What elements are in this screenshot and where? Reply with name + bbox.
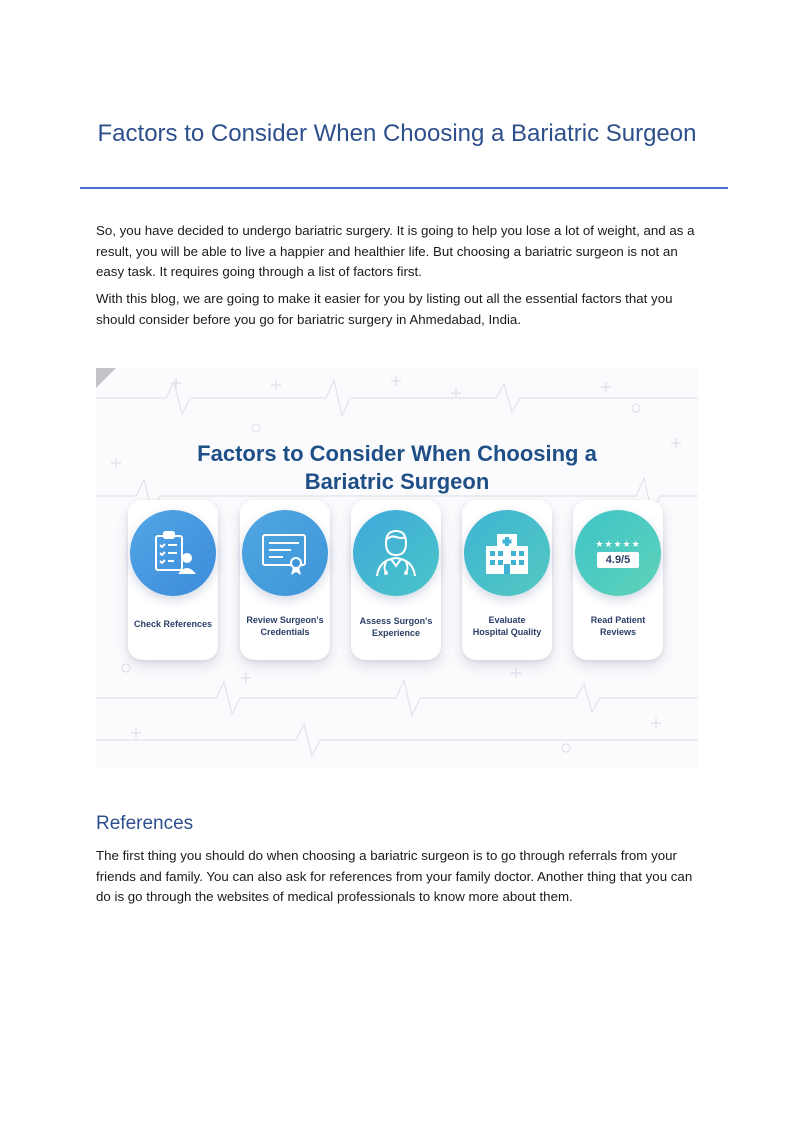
factor-icon-circle	[575, 510, 661, 596]
intro-paragraph-2: With this blog, we are going to make it easier for you by listing out all the essential factors that you should consider before you go for bariatric surgery in Ahmedabad, India.	[96, 291, 673, 327]
infographic-title	[96, 440, 698, 496]
factor-icon-circle	[464, 510, 550, 596]
factor-label-assess-experience: Assess Surgon's Experience	[359, 616, 433, 638]
factor-icon-circle	[242, 510, 328, 596]
factor-icon-circle	[130, 510, 216, 596]
factor-label-review-credentials: Review Surgeon's Credentials	[246, 615, 324, 637]
hospital-building-icon	[464, 510, 550, 596]
certificate-icon	[242, 510, 328, 596]
factor-icon-circle	[353, 510, 439, 596]
corner-fold	[96, 368, 116, 388]
svg-text:★★★★★: ★★★★★	[595, 540, 641, 550]
factor-card-assess-experience	[351, 500, 441, 660]
section-heading-references: References	[96, 813, 194, 834]
intro-paragraph-1: So, you have decided to undergo bariatric surgery. It is going to help you lose a lot of weight, and as a result, you will be able to live a happier and healthier life. But choosing a bariatric surgeon is not an easy task. It requires going through a list of factors first.	[96, 223, 695, 279]
document-title: Factors to Consider When Choosing a Bariatric Surgeon	[97, 120, 697, 147]
rating-value: 4.9/5	[605, 554, 631, 566]
clipboard-checklist-icon	[130, 510, 216, 596]
section-body-references: The first thing you should do when choosing a bariatric surgeon is to go through referrals from your friends and family. You can also ask for references from your family doctor. Another thing that you can do is go through the websites of medical professionals to know more about them.	[96, 848, 693, 904]
star-rating-icon	[575, 510, 661, 596]
factor-label-check-references: Check References	[133, 619, 213, 629]
factor-card-check-references	[128, 500, 218, 660]
infographic-title-text: Factors to Consider When Choosing a Bariatric Surgeon	[197, 441, 597, 494]
factor-card-review-credentials	[240, 500, 330, 660]
factor-label-patient-reviews: Read Patient Reviews	[590, 615, 646, 637]
title-divider	[80, 187, 728, 189]
factor-card-evaluate-hospital	[462, 500, 552, 660]
factors-infographic	[96, 368, 698, 768]
factor-card-patient-reviews	[573, 500, 663, 660]
doctor-icon	[353, 510, 439, 596]
factor-label-evaluate-hospital: Evaluate Hospital Quality	[472, 615, 542, 637]
